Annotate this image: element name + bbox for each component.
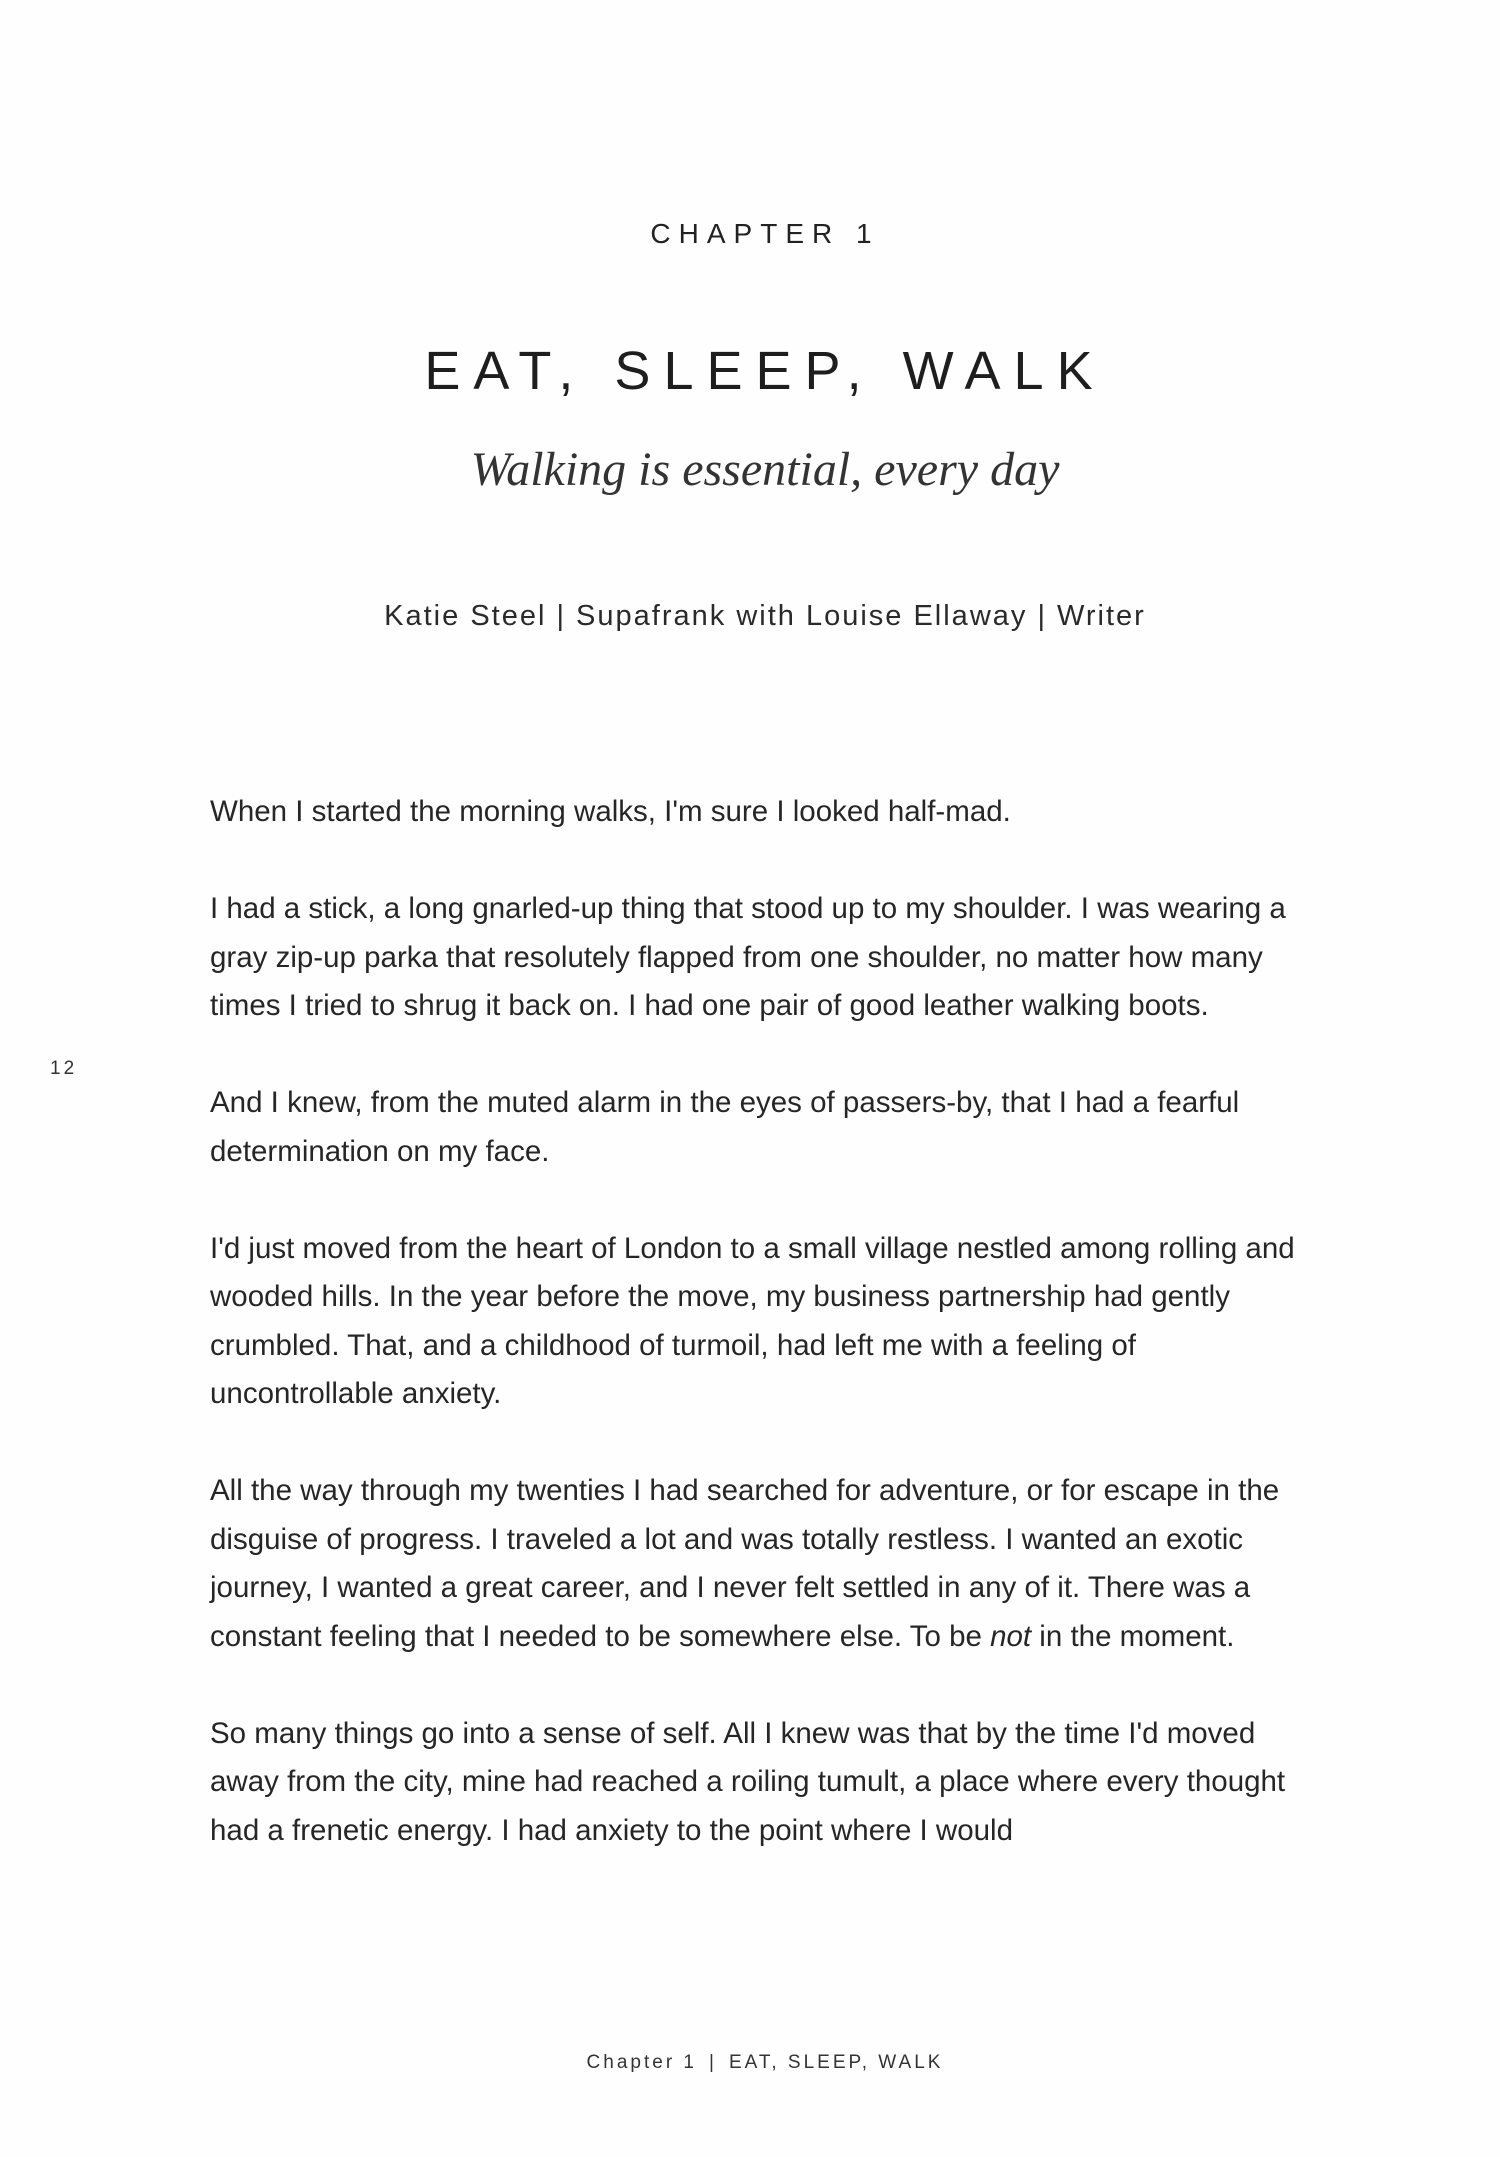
paragraph-text: in the moment.	[1031, 1619, 1235, 1653]
author-byline: Katie Steel | Supafrank with Louise Ellaway | Writer	[384, 600, 1146, 632]
paragraph: I had a stick, a long gnarled-up thing that stood up to my shoulder. I was wearing a gray zip-up parka that resolutely flapped from one shoulder, no matter how many times I tried to shrug it back on. I had one pair of good leather walking boots.	[210, 892, 1286, 1022]
paragraph-text: All the way through my twenties I had searched for adventure, or for escape in the disguise of progress. I traveled a lot and was totally restless. I wanted an exotic journey, I wanted a great career, and I never felt settled in any of it. There was a constant feeling that I needed to be somewhere else. To be	[210, 1474, 1280, 1653]
paragraph: When I started the morning walks, I'm sure I looked half-mad.	[210, 795, 1011, 828]
paragraph: And I knew, from the muted alarm in the eyes of passers-by, that I had a fearful determination on my face.	[210, 1086, 1240, 1168]
paragraph: So many things go into a sense of self. All I knew was that by the time I'd moved away from the city, mine had reached a roiling tumult, a place where every thought had a frenetic energy. I had anxiety to the point where I would	[210, 1716, 1286, 1847]
body-text	[210, 788, 1300, 1904]
footer-separator: |	[709, 2052, 717, 2073]
chapter-label: CHAPTER 1	[650, 218, 880, 249]
paragraph: I'd just moved from the heart of London to a small village nestled among rolling and wooded hills. In the year before the move, my business partnership had gently crumbled. That, and a childhood of turmoil, had left me with a feeling of uncontrollable anxiety.	[210, 1231, 1295, 1410]
footer-title: EAT, SLEEP, WALK	[728, 2052, 944, 2073]
chapter-title: EAT, SLEEP, WALK	[424, 341, 1106, 401]
footer-chapter: Chapter 1	[586, 2052, 697, 2073]
paragraph	[210, 1467, 1300, 1661]
chapter-subtitle: Walking is essential, every day	[470, 443, 1060, 496]
page-number: 12	[50, 1058, 78, 1079]
emphasis-text: not	[990, 1619, 1032, 1653]
running-footer	[0, 2052, 1500, 2074]
